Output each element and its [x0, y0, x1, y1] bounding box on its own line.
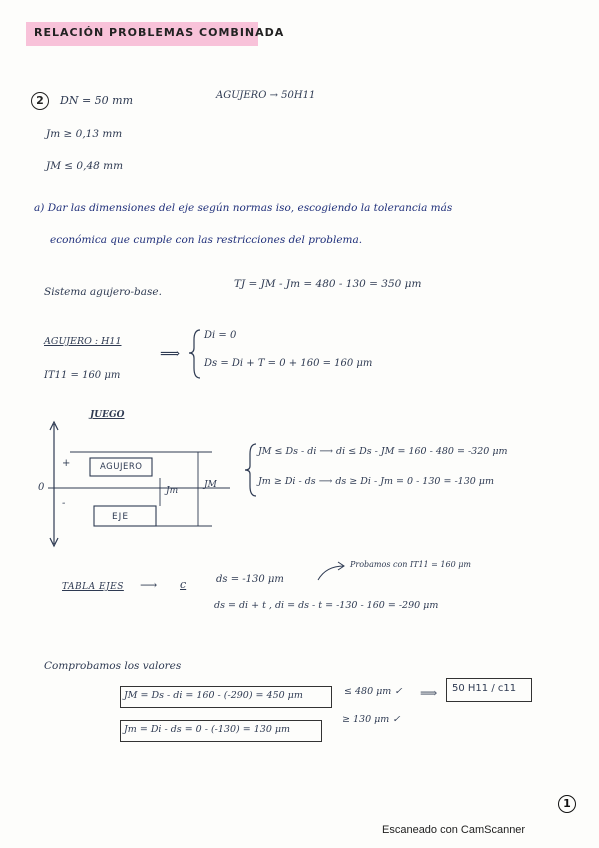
min-clearance: Jm ≥ 0,13 mm [46, 128, 123, 140]
page-number: 1 [558, 795, 576, 813]
lower-deviation: Di = 0 [204, 330, 237, 341]
upper-deviation: Ds = Di + T = 0 + 160 = 160 μm [204, 358, 373, 369]
it11-value: IT11 = 160 μm [44, 370, 121, 381]
check-heading: Comprobamos los valores [44, 660, 182, 672]
check1-compare: ≤ 480 μm ✓ [344, 686, 403, 697]
brace-deviations [189, 330, 200, 378]
max-clearance: JM ≤ 0,48 mm [46, 160, 124, 172]
max-clearance-dim: JM [204, 480, 217, 490]
plus-sign: + [62, 458, 71, 469]
hole-box-label: AGUJERO [100, 462, 143, 472]
trial-note: Probamos con IT11 = 160 μm [350, 560, 472, 569]
check2-text: Jm = Di - ds = 0 - (-130) = 130 μm [124, 724, 291, 735]
implies-arrow: ⟹ [160, 346, 181, 362]
page-title: RELACIÓN PROBLEMAS COMBINADA [34, 26, 285, 39]
result-implies: ⟹ [420, 686, 438, 700]
zero-line-label: 0 [38, 482, 45, 493]
hole-label: AGUJERO : H11 [44, 336, 122, 347]
hole-tolerance-zone [90, 458, 152, 476]
table-label: TABLA EJES [62, 582, 124, 592]
check2-compare: ≥ 130 μm ✓ [342, 714, 401, 725]
check1-text: JM = Ds - di = 160 - (-290) = 450 μm [124, 690, 303, 701]
table-arrow: ⟶ [140, 578, 158, 592]
nominal-diameter: DN = 50 mm [60, 94, 134, 107]
shaft-lower-dev: ds = di + t , di = ds - t = -130 - 160 = -290 μm [214, 600, 439, 611]
hole-tolerance: AGUJERO → 50H11 [216, 90, 316, 101]
shaft-tolerance-zone [94, 506, 156, 526]
shaft-letter: c [180, 578, 187, 591]
diagram-title: JUEGO [90, 410, 125, 420]
tolerance-formula: TJ = JM - Jm = 480 - 130 = 350 μm [234, 278, 422, 290]
final-result: 50 H11 / c11 [452, 683, 517, 694]
question-a-line2: económica que cumple con las restricciones del problema. [50, 234, 363, 246]
minus-sign: - [62, 498, 66, 509]
brace-inequalities [245, 444, 256, 496]
inequality-2: Jm ≥ Di - ds ⟶ ds ≥ Di - Jm = 0 - 130 = -130 μm [258, 476, 494, 487]
question-a-line1: a) Dar las dimensiones del eje según normas iso, escogiendo la tolerancia más [34, 202, 453, 214]
inequality-1: JM ≤ Ds - di ⟶ di ≤ Ds - JM = 160 - 480 = -320 μm [258, 446, 508, 457]
min-clearance-dim: Jm [166, 486, 179, 496]
shaft-box-label: EJE [112, 512, 130, 522]
scanner-watermark: Escaneado con CamScanner [382, 824, 526, 836]
system-type: Sistema agujero-base. [44, 286, 162, 298]
problem-number: 2 [31, 92, 49, 110]
shaft-upper-dev: ds = -130 μm [216, 574, 284, 585]
